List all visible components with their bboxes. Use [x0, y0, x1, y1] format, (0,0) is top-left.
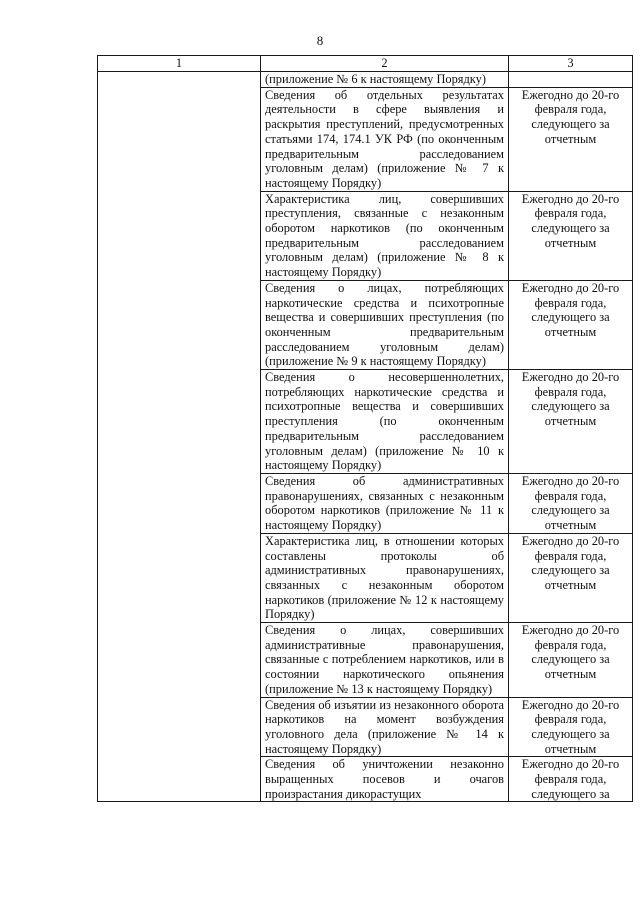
- continuation-text: (приложение № 6 к настоящему Порядку): [261, 72, 509, 88]
- header-row: [98, 56, 633, 72]
- report-deadline: Ежегодно до 20-го февраля года, следующего за отчетным: [509, 280, 633, 369]
- report-deadline: Ежегодно до 20-го февраля года, следующего за отчетным: [509, 191, 633, 280]
- page-number: 8: [316, 33, 324, 48]
- empty-first-column: [98, 72, 261, 802]
- report-schedule-table: [97, 55, 633, 802]
- report-deadline: Ежегодно до 20-го февраля года, следующего за отчетным: [509, 370, 633, 474]
- report-deadline: Ежегодно до 20-го февраля года, следующего за отчетным: [509, 697, 633, 757]
- report-description: Характеристика лиц, в отношении которых составлены протоколы об административных правонарушениях, связанных с незаконным оборотом наркотиков (приложение № 12 к настоящему Порядку): [261, 533, 509, 622]
- report-description: Сведения о лицах, потребляющих наркотические средства и психотропные вещества и совершивших преступления (по оконченным предварительным расследованием уголовным делам) (приложение № 9 к настоящему Порядку): [261, 280, 509, 369]
- continuation-deadline-cell: [509, 72, 633, 88]
- table-body: [98, 56, 633, 802]
- report-description: Сведения о лицах, совершивших административные правонарушения, связанные с потреблением наркотиков, или в состоянии наркотического опьянения (приложение № 13 к настоящему Порядку): [261, 623, 509, 698]
- report-description: Сведения о несовершеннолетних, потребляющих наркотические средства и психотропные вещества и совершивших преступления (по оконченным предварительным расследованием уголовным делам) (приложение № 10 к настоящему Порядку): [261, 370, 509, 474]
- report-deadline: Ежегодно до 20-го февраля года, следующего за: [509, 757, 633, 802]
- report-deadline: Ежегодно до 20-го февраля года, следующего за отчетным: [509, 473, 633, 533]
- column-number-1: 1: [98, 56, 261, 72]
- report-description: Характеристика лиц, совершивших преступления, связанные с незаконным оборотом наркотиков (по оконченным предварительным расследованием уголовным делам) (приложение № 8 к настоящему Порядку): [261, 191, 509, 280]
- report-description: Сведения об уничтожении незаконно выращенных посевов и очагов произрастания дикорастущих: [261, 757, 509, 802]
- report-description: Сведения об изъятии из незаконного оборота наркотиков на момент возбуждения уголовного дела (приложение № 14 к настоящему Порядку): [261, 697, 509, 757]
- continuation-row: [98, 72, 633, 88]
- report-description: Сведения об отдельных результатах деятельности в сфере выявления и раскрытия преступлений, предусмотренных статьями 174, 174.1 УК РФ (по оконченным предварительным расследованием уголовным делам) (приложение № 7 к настоящему Порядку): [261, 87, 509, 191]
- report-deadline: Ежегодно до 20-го февраля года, следующего за отчетным: [509, 623, 633, 698]
- report-description: Сведения об административных правонарушениях, связанных с незаконным оборотом наркотиков (приложение № 11 к настоящему Порядку): [261, 473, 509, 533]
- page-bottom-margin: [0, 880, 640, 905]
- column-number-3: 3: [509, 56, 633, 72]
- report-deadline: Ежегодно до 20-го февраля года, следующего за отчетным: [509, 87, 633, 191]
- report-deadline: Ежегодно до 20-го февраля года, следующего за отчетным: [509, 533, 633, 622]
- column-number-2: 2: [261, 56, 509, 72]
